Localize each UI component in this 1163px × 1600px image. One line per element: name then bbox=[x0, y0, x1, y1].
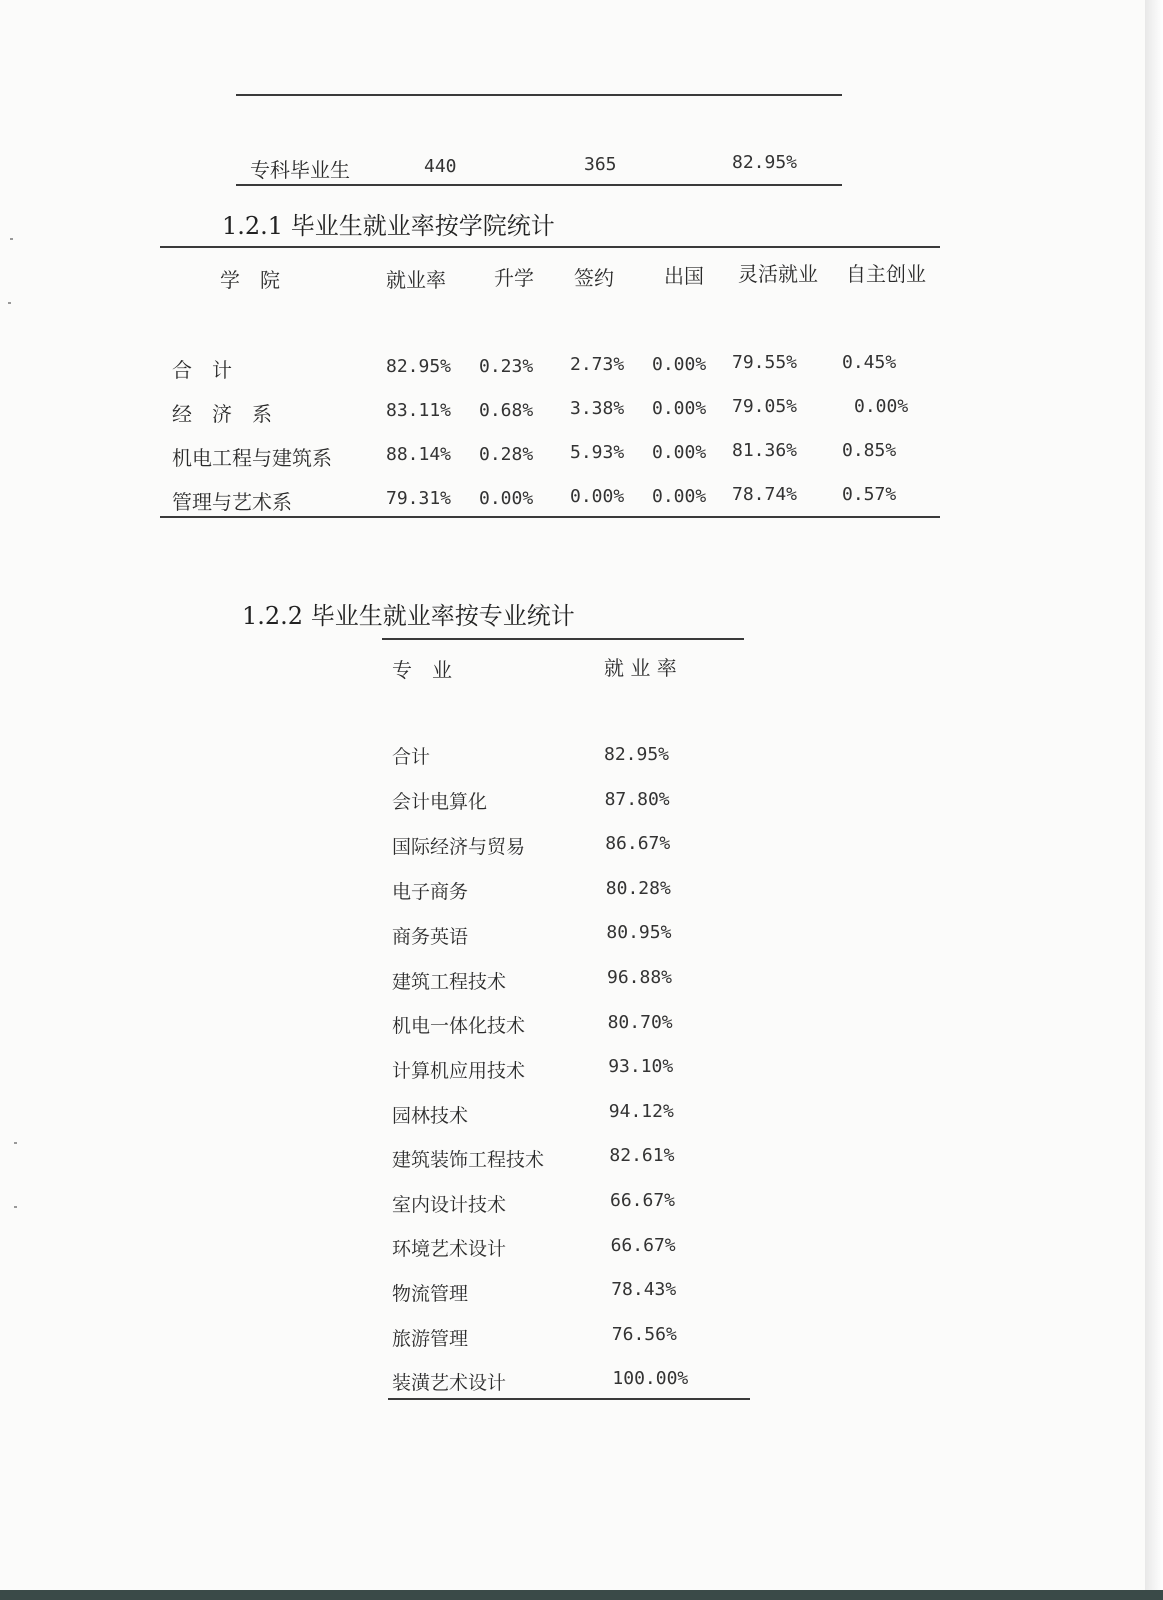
cell-contract: 3.38% bbox=[570, 398, 625, 419]
cell-self-employed: 0.00% bbox=[854, 396, 909, 417]
cell-employment-rate: 79.31% bbox=[386, 488, 452, 509]
cell-major: 商务英语 bbox=[392, 925, 469, 948]
cell-rate: 78.43% bbox=[611, 1279, 677, 1301]
header-rate: 就 业 率 bbox=[604, 656, 677, 680]
scan-speck bbox=[8, 302, 11, 304]
cell-major: 电子商务 bbox=[392, 880, 469, 903]
cell-further-study: 0.28% bbox=[479, 444, 534, 465]
header-flexible: 灵活就业 bbox=[738, 262, 818, 286]
cell-major: 建筑工程技术 bbox=[392, 970, 507, 993]
cell-rate: 87.80% bbox=[604, 788, 670, 810]
header-self-employed: 自主创业 bbox=[846, 262, 926, 286]
cell-contract: 2.73% bbox=[570, 354, 625, 375]
top-row-rate: 82.95% bbox=[732, 152, 798, 173]
cell-major: 机电一体化技术 bbox=[392, 1015, 526, 1038]
cell-flexible: 79.05% bbox=[732, 396, 798, 417]
table-121-rule-top bbox=[160, 246, 940, 248]
cell-self-employed: 0.85% bbox=[842, 440, 897, 461]
cell-major: 旅游管理 bbox=[392, 1327, 469, 1350]
table-122-rule-bottom bbox=[388, 1398, 750, 1400]
cell-abroad: 0.00% bbox=[652, 486, 707, 507]
cell-major: 计算机应用技术 bbox=[392, 1060, 526, 1082]
row-label: 经 济 系 bbox=[172, 402, 272, 426]
cell-contract: 5.93% bbox=[570, 442, 625, 463]
cell-major: 物流管理 bbox=[392, 1283, 469, 1305]
top-table-rule-top bbox=[236, 94, 842, 96]
cell-major: 园林技术 bbox=[392, 1104, 469, 1127]
cell-major: 合计 bbox=[392, 746, 431, 768]
header-employment-rate: 就业率 bbox=[386, 268, 446, 292]
cell-employment-rate: 82.95% bbox=[386, 356, 452, 377]
cell-major: 会计电算化 bbox=[392, 790, 488, 813]
cell-major: 装潢艺术设计 bbox=[392, 1372, 507, 1395]
cell-rate: 80.70% bbox=[607, 1011, 673, 1033]
cell-rate: 94.12% bbox=[608, 1100, 674, 1122]
cell-rate: 66.67% bbox=[610, 1190, 676, 1211]
row-label: 机电工程与建筑系 bbox=[172, 446, 332, 470]
section-122-title: 1.2.2 毕业生就业率按专业统计 bbox=[242, 602, 575, 630]
row-label: 合 计 bbox=[172, 358, 232, 382]
cell-rate: 82.95% bbox=[604, 744, 670, 765]
table-122-rule-top bbox=[382, 638, 744, 640]
row-label: 管理与艺术系 bbox=[172, 490, 292, 514]
top-row-employed: 365 bbox=[584, 154, 617, 175]
cell-further-study: 0.68% bbox=[479, 400, 534, 421]
table-121-rule-bottom bbox=[160, 516, 940, 518]
cell-flexible: 81.36% bbox=[732, 440, 798, 461]
cell-flexible: 79.55% bbox=[732, 352, 798, 373]
cell-employment-rate: 83.11% bbox=[386, 400, 452, 421]
cell-flexible: 78.74% bbox=[732, 484, 798, 505]
cell-contract: 0.00% bbox=[570, 486, 625, 507]
cell-employment-rate: 88.14% bbox=[386, 444, 452, 465]
header-contract: 签约 bbox=[574, 266, 614, 290]
cell-rate: 100.00% bbox=[612, 1368, 689, 1390]
cell-major: 国际经济与贸易 bbox=[392, 835, 526, 858]
top-table-rule-bottom bbox=[236, 184, 842, 186]
cell-rate: 93.10% bbox=[608, 1056, 674, 1078]
section-121-title: 1.2.1 毕业生就业率按学院统计 bbox=[222, 212, 555, 240]
top-row-label: 专科毕业生 bbox=[250, 158, 350, 182]
cell-further-study: 0.00% bbox=[479, 488, 534, 509]
scan-right-edge bbox=[1145, 0, 1163, 1600]
cell-rate: 76.56% bbox=[611, 1323, 677, 1345]
header-major: 专 业 bbox=[392, 658, 452, 682]
cell-abroad: 0.00% bbox=[652, 398, 707, 419]
cell-abroad: 0.00% bbox=[652, 442, 707, 463]
cell-rate: 86.67% bbox=[605, 833, 671, 855]
top-row-graduates: 440 bbox=[424, 156, 457, 177]
cell-major: 室内设计技术 bbox=[392, 1193, 507, 1216]
cell-rate: 96.88% bbox=[607, 967, 673, 988]
cell-rate: 66.67% bbox=[610, 1234, 676, 1256]
cell-major: 建筑装饰工程技术 bbox=[392, 1149, 545, 1172]
cell-self-employed: 0.45% bbox=[842, 352, 897, 373]
scan-speck bbox=[10, 238, 13, 240]
cell-self-employed: 0.57% bbox=[842, 484, 897, 505]
header-college: 学 院 bbox=[220, 268, 280, 292]
header-abroad: 出国 bbox=[664, 264, 704, 288]
scan-speck bbox=[14, 1206, 17, 1208]
scan-speck bbox=[14, 1142, 17, 1144]
cell-rate: 82.61% bbox=[609, 1145, 675, 1167]
scan-bottom-edge bbox=[0, 1590, 1163, 1600]
header-further-study: 升学 bbox=[494, 266, 534, 290]
cell-rate: 80.95% bbox=[606, 922, 672, 944]
cell-major: 环境艺术设计 bbox=[392, 1238, 507, 1261]
cell-further-study: 0.23% bbox=[479, 356, 534, 377]
cell-rate: 80.28% bbox=[605, 877, 671, 899]
cell-abroad: 0.00% bbox=[652, 354, 707, 375]
